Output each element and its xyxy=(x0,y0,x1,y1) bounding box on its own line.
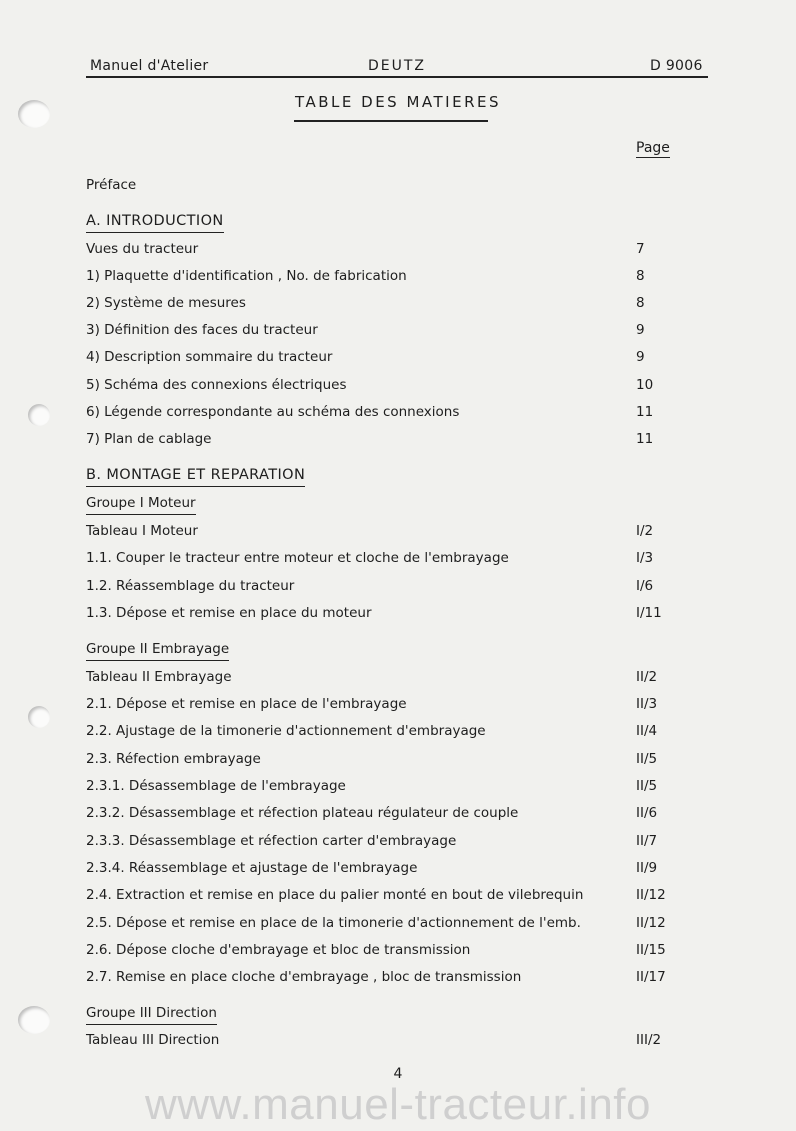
toc-entry-page: 11 xyxy=(636,404,654,420)
toc-entry xyxy=(86,858,686,878)
toc-entry-label: 1.2. Réassemblage du tracteur xyxy=(86,578,295,594)
toc-entry-page: I/2 xyxy=(636,523,654,539)
toc-entry-page: II/2 xyxy=(636,669,658,685)
toc-entry-label: 2.5. Dépose et remise en place de la timonerie d'actionnement de l'emb. xyxy=(86,915,581,931)
page-number: 4 xyxy=(393,1066,403,1082)
toc-entry-label: 2.1. Dépose et remise en place de l'embrayage xyxy=(86,696,407,712)
toc-entry-label: 1.1. Couper le tracteur entre moteur et cloche de l'embrayage xyxy=(86,550,509,566)
toc-entry xyxy=(86,320,686,340)
group-2-heading: Groupe II Embrayage xyxy=(86,639,229,661)
toc-entry-page: 10 xyxy=(636,377,654,393)
toc-entry xyxy=(86,1030,686,1050)
toc-entry xyxy=(86,239,686,259)
page-column-label: Page xyxy=(636,140,670,156)
toc-entry xyxy=(86,776,686,796)
toc-entry-label: 4) Description sommaire du tracteur xyxy=(86,349,333,365)
group-1-heading-row xyxy=(86,493,686,513)
toc-entry-page: 11 xyxy=(636,431,654,447)
toc-entry xyxy=(86,803,686,823)
toc-entry-page: III/2 xyxy=(636,1032,662,1048)
toc-entry-page: II/12 xyxy=(636,915,666,931)
toc-entry-label: 3) Définition des faces du tracteur xyxy=(86,322,318,338)
section-b-heading-row xyxy=(86,465,686,485)
toc-entry-page: II/4 xyxy=(636,723,658,739)
toc-entry-page: II/5 xyxy=(636,751,658,767)
toc-entry-label: 1.3. Dépose et remise en place du moteur xyxy=(86,605,372,621)
toc-entry xyxy=(86,548,686,568)
group-1-heading: Groupe I Moteur xyxy=(86,493,196,515)
toc-entry-label: Vues du tracteur xyxy=(86,241,199,257)
toc-entry xyxy=(86,667,686,687)
header-right: D 9006 xyxy=(650,58,703,74)
header-left: Manuel d'Atelier xyxy=(90,58,209,74)
toc-entry-page: II/7 xyxy=(636,833,658,849)
toc-entry-page: II/9 xyxy=(636,860,658,876)
toc-entry xyxy=(86,913,686,933)
header-center: DEUTZ xyxy=(368,58,427,74)
toc-entry-label: Tableau III Direction xyxy=(86,1032,220,1048)
toc-entry-label: 1) Plaquette d'identification , No. de fabrication xyxy=(86,268,407,284)
section-b-heading: B. MONTAGE ET REPARATION xyxy=(86,465,305,487)
toc-entry-page: II/17 xyxy=(636,969,666,985)
toc-entry xyxy=(86,831,686,851)
toc-entry xyxy=(86,266,686,286)
toc-entry-page: 8 xyxy=(636,268,645,284)
toc-entry-page: II/12 xyxy=(636,887,666,903)
toc-entry xyxy=(86,429,686,449)
toc-entry xyxy=(86,576,686,596)
toc-entry-page: II/3 xyxy=(636,696,658,712)
group-2-heading-row xyxy=(86,639,686,659)
punch-hole-upper-middle xyxy=(28,404,50,426)
toc-entry-page: 9 xyxy=(636,349,645,365)
header-rule xyxy=(86,76,708,78)
toc-entry-label: 2.4. Extraction et remise en place du palier monté en bout de vilebrequin xyxy=(86,887,584,903)
toc-entry-label: 7) Plan de cablage xyxy=(86,431,212,447)
watermark-url: www.manuel-tracteur.info xyxy=(145,1080,651,1129)
toc-entry-label: 2.3.3. Désassemblage et réfection carter d'embrayage xyxy=(86,833,457,849)
toc-entry xyxy=(86,967,686,987)
toc-entry xyxy=(86,721,686,741)
group-3-heading-row xyxy=(86,1003,686,1023)
toc-entry-label: 6) Légende correspondante au schéma des connexions xyxy=(86,404,460,420)
toc-entry-label: 2.6. Dépose cloche d'embrayage et bloc de transmission xyxy=(86,942,471,958)
toc-entry-label: 2.2. Ajustage de la timonerie d'actionnement d'embrayage xyxy=(86,723,486,739)
section-a-heading-row xyxy=(86,211,686,231)
toc-entry xyxy=(86,885,686,905)
toc-entry xyxy=(86,402,686,422)
toc-entry xyxy=(86,694,686,714)
toc-entry xyxy=(86,521,686,541)
preface-row xyxy=(86,175,686,195)
toc-entry xyxy=(86,293,686,313)
toc-entry-label: 2.7. Remise en place cloche d'embrayage , bloc de transmission xyxy=(86,969,522,985)
toc-entry-label: 2.3.2. Désassemblage et réfection plateau régulateur de couple xyxy=(86,805,519,821)
punch-hole-bottom xyxy=(18,1006,50,1034)
toc-entry-page: 9 xyxy=(636,322,645,338)
toc-entry-label: 2.3. Réfection embrayage xyxy=(86,751,261,767)
toc-entry-label: Tableau I Moteur xyxy=(86,523,198,539)
toc-entry-page: 7 xyxy=(636,241,645,257)
preface-label: Préface xyxy=(86,177,137,193)
toc-entry-page: II/5 xyxy=(636,778,658,794)
toc-entry xyxy=(86,749,686,769)
toc-entry-page: I/6 xyxy=(636,578,654,594)
toc-entry xyxy=(86,347,686,367)
toc-entry xyxy=(86,375,686,395)
title-underline xyxy=(294,120,488,122)
toc-entry xyxy=(86,940,686,960)
toc-entry-label: 2) Système de mesures xyxy=(86,295,246,311)
toc-entry-page: 8 xyxy=(636,295,645,311)
group-3-heading: Groupe III Direction xyxy=(86,1003,217,1025)
toc-entry-page: II/6 xyxy=(636,805,658,821)
toc-entry-label: Tableau II Embrayage xyxy=(86,669,232,685)
section-a-heading: A. INTRODUCTION xyxy=(86,211,224,233)
page-title: TABLE DES MATIERES xyxy=(295,93,501,111)
toc-entry xyxy=(86,603,686,623)
toc-entry-page: II/15 xyxy=(636,942,666,958)
toc-entry-label: 2.3.4. Réassemblage et ajustage de l'embrayage xyxy=(86,860,418,876)
toc-entry-label: 5) Schéma des connexions électriques xyxy=(86,377,347,393)
toc-entry-page: I/11 xyxy=(636,605,662,621)
punch-hole-lower-middle xyxy=(28,706,50,728)
toc-entry-page: I/3 xyxy=(636,550,654,566)
toc-entry-label: 2.3.1. Désassemblage de l'embrayage xyxy=(86,778,346,794)
